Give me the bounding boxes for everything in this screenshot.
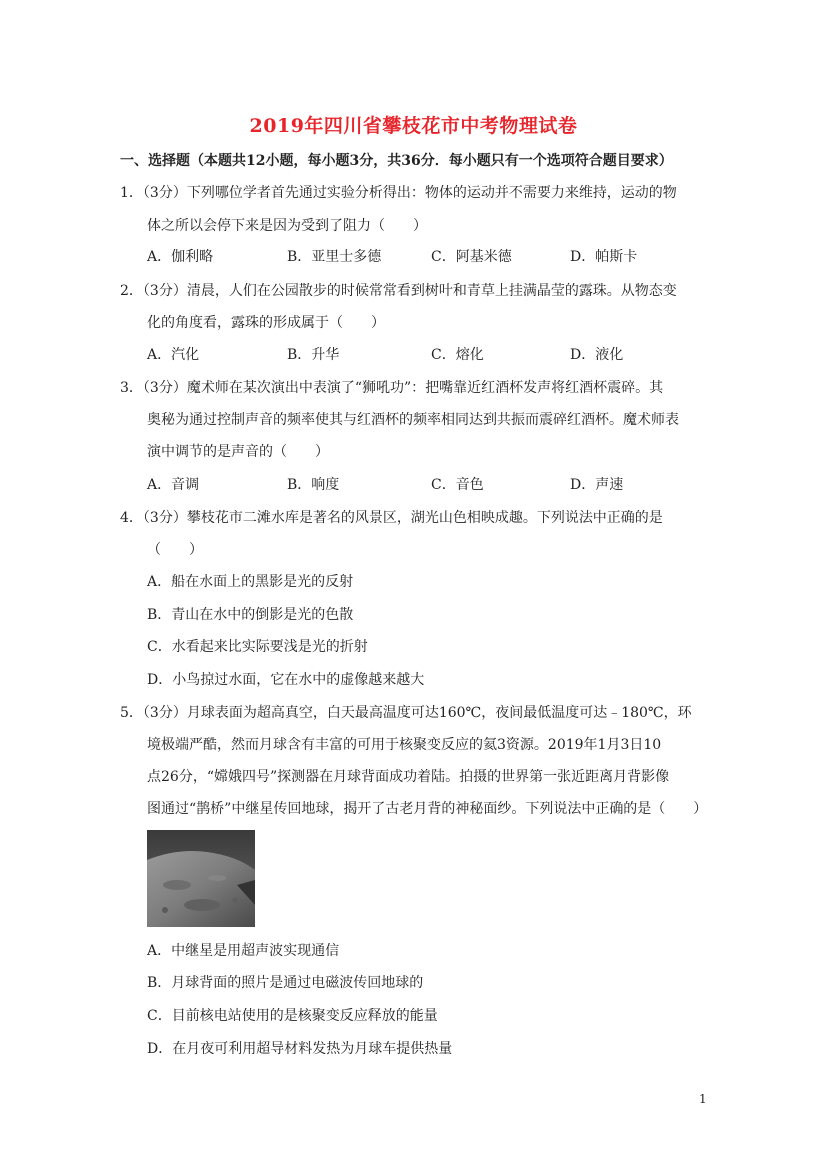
question-2-option-d: D．液化 xyxy=(570,347,624,363)
question-3-option-d: D．声速 xyxy=(570,477,624,493)
question-5-option-d: D．在月夜可利用超导材料发热为月球车提供热量 xyxy=(147,1041,453,1057)
question-5-line-1: 5．（3分）月球表面为超高真空，白天最高温度可达160℃，夜间最低温度可达﹣180℃，环 xyxy=(120,705,692,721)
question-3-line-1: 3．（3分）魔术师在某次演出中表演了“狮吼功”：把嘴靠近红酒杯发声将红酒杯震碎。其 xyxy=(120,380,664,396)
question-3-option-c: C．音色 xyxy=(431,477,484,493)
lunar-surface-image xyxy=(147,830,255,927)
document-title: 2019年四川省攀枝花市中考物理试卷 xyxy=(249,115,578,137)
question-4-option-c: C．水看起来比实际要浅是光的折射 xyxy=(147,639,368,655)
page-number: 1 xyxy=(699,1092,707,1106)
question-3-option-b: B．响度 xyxy=(287,477,340,493)
question-2-option-c: C．熔化 xyxy=(431,347,484,363)
question-1-option-a: A．伽利略 xyxy=(147,249,214,265)
question-1-option-d: D．帕斯卡 xyxy=(570,249,638,265)
question-2-line-1: 2．（3分）清晨，人们在公园散步的时候常常看到树叶和青草上挂满晶莹的露珠。从物态变 xyxy=(120,283,677,299)
section-heading: 一、选择题（本题共12小题，每小题3分，共36分．每小题只有一个选项符合题目要求） xyxy=(120,153,673,169)
question-5-line-2: 境极端严酷，然而月球含有丰富的可用于核聚变反应的氦3资源。2019年1月3日10 xyxy=(147,737,662,753)
lunar-far-side-photo xyxy=(147,830,255,927)
question-4-line-1: 4．（3分）攀枝花市二滩水库是著名的风景区，湖光山色相映成趣。下列说法中正确的是 xyxy=(120,510,663,526)
question-2-option-b: B．升华 xyxy=(287,347,340,363)
question-5-line-4: 图通过“鹊桥”中继星传回地球，揭开了古老月背的神秘面纱。下列说法中正确的是（ ） xyxy=(147,801,708,817)
question-1-line-2: 体之所以会停下来是因为受到了阻力（ ） xyxy=(147,218,427,234)
question-1-option-b: B．亚里士多德 xyxy=(287,249,382,265)
question-1-option-c: C．阿基米德 xyxy=(431,249,512,265)
question-4-option-a: A．船在水面上的黑影是光的反射 xyxy=(147,574,354,590)
question-3-line-3: 演中调节的是声音的（ ） xyxy=(147,444,329,460)
question-4-option-b: B．青山在水中的倒影是光的色散 xyxy=(147,607,354,623)
question-2-line-2: 化的角度看，露珠的形成属于（ ） xyxy=(147,315,385,331)
question-3-option-a: A．音调 xyxy=(147,477,200,493)
question-2-option-a: A．汽化 xyxy=(147,347,200,363)
question-5-option-a: A．中继星是用超声波实现通信 xyxy=(147,943,340,959)
question-4-line-2: （ ） xyxy=(147,542,203,558)
question-3-line-2: 奥秘为通过控制声音的频率使其与红酒杯的频率相同达到共振而震碎红酒杯。魔术师表 xyxy=(147,412,679,428)
question-5-option-c: C．目前核电站使用的是核聚变反应释放的能量 xyxy=(147,1008,438,1024)
question-1-line-1: 1．（3分）下列哪位学者首先通过实验分析得出：物体的运动并不需要力来维持，运动的物 xyxy=(120,185,677,201)
question-4-option-d: D．小鸟掠过水面，它在水中的虚像越来越大 xyxy=(147,672,425,688)
question-5-line-3: 点26分，“嫦娥四号”探测器在月球背面成功着陆。拍摄的世界第一张近距离月背影像 xyxy=(147,769,670,785)
question-5-option-b: B．月球背面的照片是通过电磁波传回地球的 xyxy=(147,975,424,991)
